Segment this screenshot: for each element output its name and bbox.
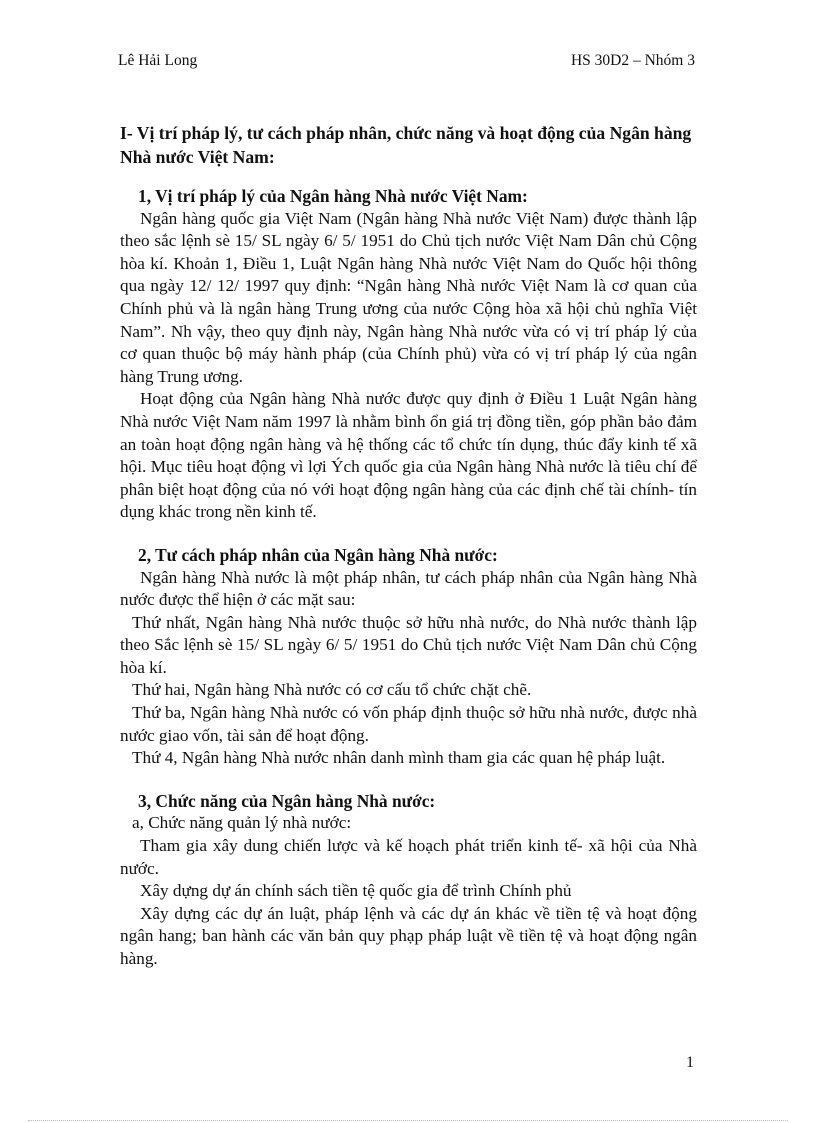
header-author: Lê Hải Long xyxy=(118,52,198,69)
document-body xyxy=(120,122,697,971)
paragraph: Thứ 4, Ngân hàng Nhà nước nhân danh mình tham gia các quan hệ pháp luật. xyxy=(132,748,666,768)
paragraph: Xây dựng dự án chính sách tiền tệ quốc gia để trình Chính phủ xyxy=(140,881,572,901)
paragraph: Ngân hàng quốc gia Việt Nam (Ngân hàng Nhà nước Việt Nam) được thành lập theo sắc lệnh sè 15/ SL ngày 6/ 5/ 1951 do Chủ tịch nước Việt Nam Dân chủ Cộng hòa kí. Khoản 1, Điều 1, Luật Ngân hàng Nhà nước Việt Nam do Quốc hội thông qua ngày 12/ 12/ 1997 quy định: “Ngân hàng Nhà nước Việt Nam là cơ quan của Chính phủ và là ngân hàng Trung ương của nước Cộng hòa xã hội chủ nghĩa Việt Nam”. Nh vậy, theo quy định này, Ngân hàng Nhà nước vừa có vị trí pháp lý của cơ quan thuộc bộ máy hành pháp (của Chính phủ) vừa có vị trí pháp lý của ngân hàng Trung ương. xyxy=(120,208,697,386)
paragraph: Tham gia xây dung chiến lược và kế hoạch phát triển kinh tế- xã hội của Nhà nước. xyxy=(120,836,697,878)
section-heading-3: 3, Chức năng của Ngân hàng Nhà nước: xyxy=(138,790,436,811)
paragraph: Thứ nhất, Ngân hàng Nhà nước thuộc sở hữu nhà nước, do Nhà nước thành lập theo Sắc lệnh sè 15/ SL ngày 6/ 5/ 1951 do Chủ tịch nước Việt Nam Dân chủ Cộng hòa kí. xyxy=(120,612,697,677)
paragraph: Hoạt động của Ngân hàng Nhà nước được quy định ở Điều 1 Luật Ngân hàng Nhà nước Việt Nam năm 1997 là nhằm bình ổn giá trị đồng tiền, góp phần bảo đảm an toàn hoạt động ngân hàng và hệ thống các tổ chức tín dụng, thúc đẩy kinh tế xã hội. Mục tiêu hoạt động vì lợi Ých quốc gia của Ngân hàng Nhà nước là tiêu chí để phân biệt hoạt động của nó với hoạt động ngân hàng của các định chế tài chính- tín dụng khác trong nền kinh tế. xyxy=(120,389,697,522)
paragraph: Xây dựng các dự án luật, pháp lệnh và các dự án khác về tiền tệ và hoạt động ngân hang; ban hành các văn bản quy phạp pháp luật về tiền tệ và hoạt động ngân hàng. xyxy=(120,903,697,968)
header-class-group: HS 30D2 – Nhóm 3 xyxy=(570,52,695,69)
section-heading-2: 2, Tư cách pháp nhân của Ngân hàng Nhà nước: xyxy=(138,544,498,565)
paragraph: Thứ hai, Ngân hàng Nhà nước có cơ cấu tổ chức chặt chẽ. xyxy=(132,680,532,700)
paragraph: Thứ ba, Ngân hàng Nhà nước có vốn pháp định thuộc sở hữu nhà nước, được nhà nước giao vốn, tài sản để hoạt động. xyxy=(120,703,697,745)
subheading: a, Chức năng quản lý nhà nước: xyxy=(132,813,352,833)
page-number: 1 xyxy=(686,1054,694,1071)
page-bottom-divider xyxy=(28,1120,788,1121)
paragraph: Ngân hàng Nhà nước là một pháp nhân, tư cách pháp nhân của Ngân hàng Nhà nước được thể hiện ở các mặt sau: xyxy=(120,567,697,610)
page-header xyxy=(118,52,695,74)
section-heading-1: 1, Vị trí pháp lý của Ngân hàng Nhà nước Việt Nam: xyxy=(138,186,528,206)
document-title: I- Vị trí pháp lý, tư cách pháp nhân, chức năng và hoạt động của Ngân hàng Nhà nước Việt Nam: xyxy=(120,123,692,167)
